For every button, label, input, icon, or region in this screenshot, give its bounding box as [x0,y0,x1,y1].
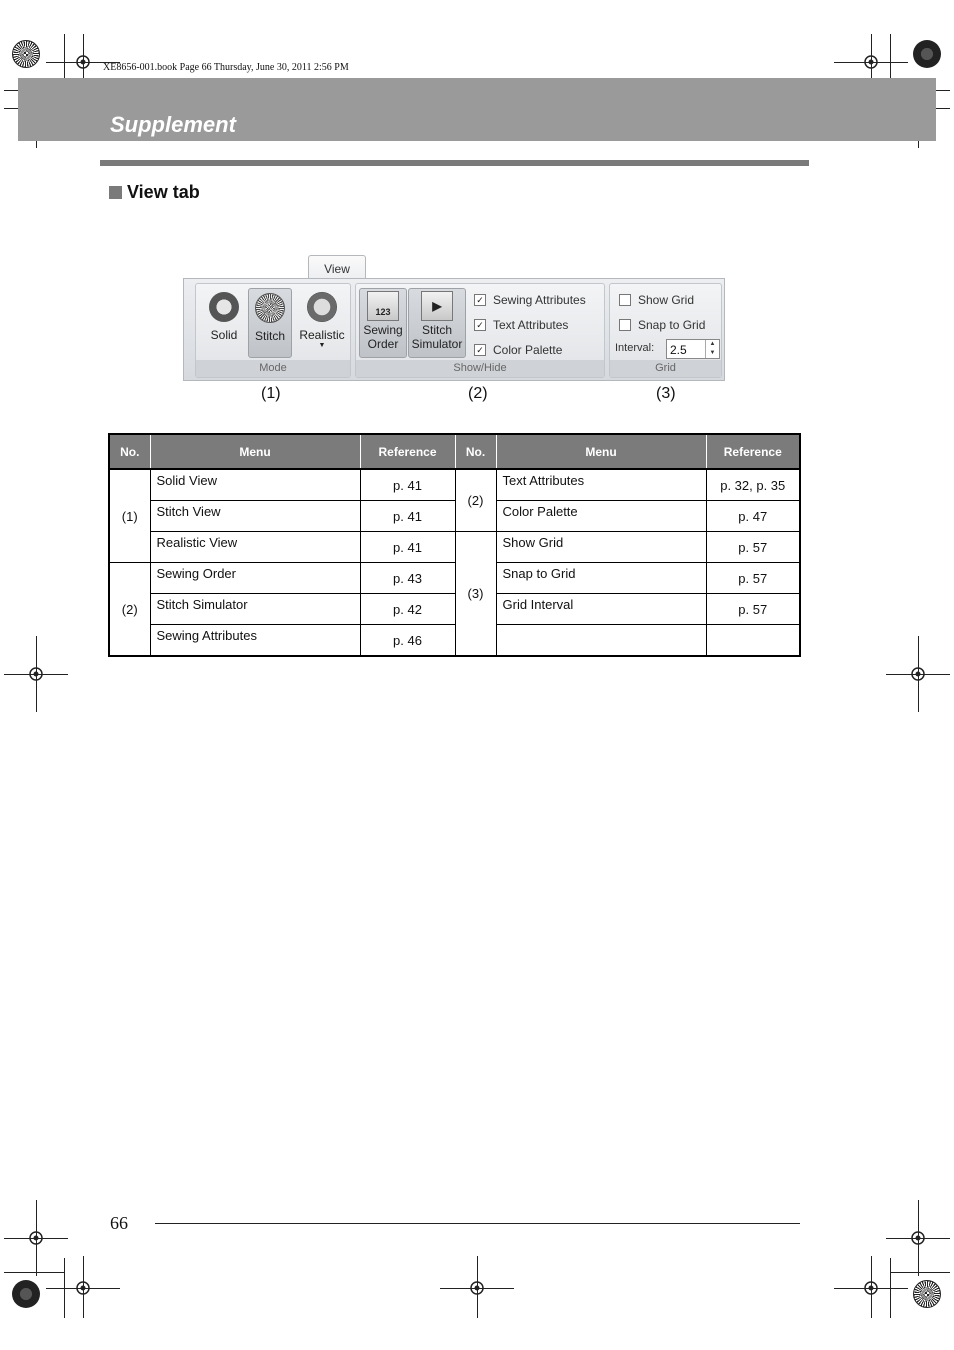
reference-cell: p. 57 [706,594,800,625]
interval-label: Interval: [615,342,655,354]
registration-mark-icon [862,1279,880,1297]
empty-cell [706,625,800,657]
checkbox-checked-icon: ✓ [474,319,486,331]
column-header: No. [109,434,150,469]
reference-cell: p. 57 [706,532,800,563]
registration-mark-icon [909,665,927,683]
reference-cell: p. 41 [360,532,455,563]
tab-view[interactable]: View [308,255,366,280]
sewing-attributes-checkbox[interactable]: ✓ Sewing Attributes [474,293,586,307]
ribbon-panel [183,278,725,381]
empty-cell [496,625,706,657]
reference-cell: p. 41 [360,469,455,501]
group-label: Show/Hide [356,360,604,377]
sewing-order-button[interactable]: 123 Sewing Order [359,288,407,358]
checkbox-unchecked-icon [619,294,631,306]
table-row [109,594,800,625]
grid-group [609,283,722,378]
reference-cell: p. 41 [360,501,455,532]
interval-spinner[interactable] [666,339,720,359]
menu-cell: Color Palette [496,501,706,532]
callout-2: (2) [468,385,488,402]
color-palette-checkbox[interactable]: ✓ Color Palette [474,343,562,357]
reference-cell: p. 46 [360,625,455,657]
color-bar-dark-icon [913,40,941,68]
reference-cell: p. 42 [360,594,455,625]
slug-line: XE8656-001.book Page 66 Thursday, June 30, 2011 2:56 PM [103,62,349,73]
menu-cell: Grid Interval [496,594,706,625]
column-header: Menu [150,434,360,469]
solid-button[interactable]: Solid [202,288,246,358]
reference-cell: p. 47 [706,501,800,532]
header-divider [100,160,809,166]
menu-cell: Stitch View [150,501,360,532]
snap-to-grid-checkbox[interactable]: Snap to Grid [619,318,705,332]
registration-mark-icon [27,665,45,683]
stitch-simulator-icon: ▶ [421,291,453,321]
registration-mark-icon [862,53,880,71]
section-heading [109,182,200,203]
show-grid-checkbox[interactable]: Show Grid [619,293,694,307]
registration-mark-icon [27,1229,45,1247]
stitch-button[interactable]: Stitch [248,288,292,358]
group-number: (2) [455,469,496,532]
table-row [109,532,800,563]
callout-3: (3) [656,385,676,402]
group-label: Grid [610,360,721,377]
show-hide-group [355,283,605,378]
checkbox-checked-icon: ✓ [474,294,486,306]
group-number: (2) [109,563,150,657]
reference-cell: p. 32, p. 35 [706,469,800,501]
menu-cell: Sewing Order [150,563,360,594]
checkbox-unchecked-icon [619,319,631,331]
sewing-order-icon: 123 [367,291,399,321]
registration-mark-icon [468,1279,486,1297]
group-label: Mode [196,360,350,377]
table-row [109,563,800,594]
realistic-button[interactable]: Realistic ▼ [296,288,348,358]
menu-cell: Sewing Attributes [150,625,360,657]
checkbox-checked-icon: ✓ [474,344,486,356]
section-title: View tab [127,182,200,202]
column-header: Reference [360,434,455,469]
realistic-view-icon [307,292,337,322]
reference-table [108,433,801,657]
callout-1: (1) [261,385,281,402]
menu-cell: Solid View [150,469,360,501]
menu-cell: Realistic View [150,532,360,563]
stitch-view-icon [255,293,285,323]
stitch-simulator-button[interactable]: ▶ Stitch Simulator [408,288,466,358]
column-header: No. [455,434,496,469]
registration-mark-icon [74,1279,92,1297]
dropdown-arrow-icon: ▼ [318,342,326,349]
registration-mark-icon [909,1229,927,1247]
spinner-arrows-icon[interactable]: ▲ ▼ [705,340,719,358]
menu-cell: Text Attributes [496,469,706,501]
mode-group [195,283,351,378]
interval-value: 2.5 [670,343,687,357]
table-row [109,501,800,532]
table-header-row [109,434,800,469]
page-number: 66 [110,1213,128,1233]
menu-cell: Show Grid [496,532,706,563]
group-number: (1) [109,469,150,563]
column-header: Menu [496,434,706,469]
menu-cell: Snap to Grid [496,563,706,594]
color-bar-star-icon [12,40,40,68]
menu-cell: Stitch Simulator [150,594,360,625]
reference-cell: p. 57 [706,563,800,594]
square-bullet-icon [109,186,122,199]
text-attributes-checkbox[interactable]: ✓ Text Attributes [474,318,568,332]
registration-mark-icon [74,53,92,71]
color-bar-dark-icon [12,1280,40,1308]
group-number: (3) [455,532,496,657]
reference-cell: p. 43 [360,563,455,594]
footer-rule [155,1223,800,1224]
color-bar-star-icon [913,1280,941,1308]
page-title: Supplement [110,112,236,137]
table-row [109,469,800,501]
column-header: Reference [706,434,800,469]
table-row [109,625,800,657]
solid-view-icon [209,292,239,322]
